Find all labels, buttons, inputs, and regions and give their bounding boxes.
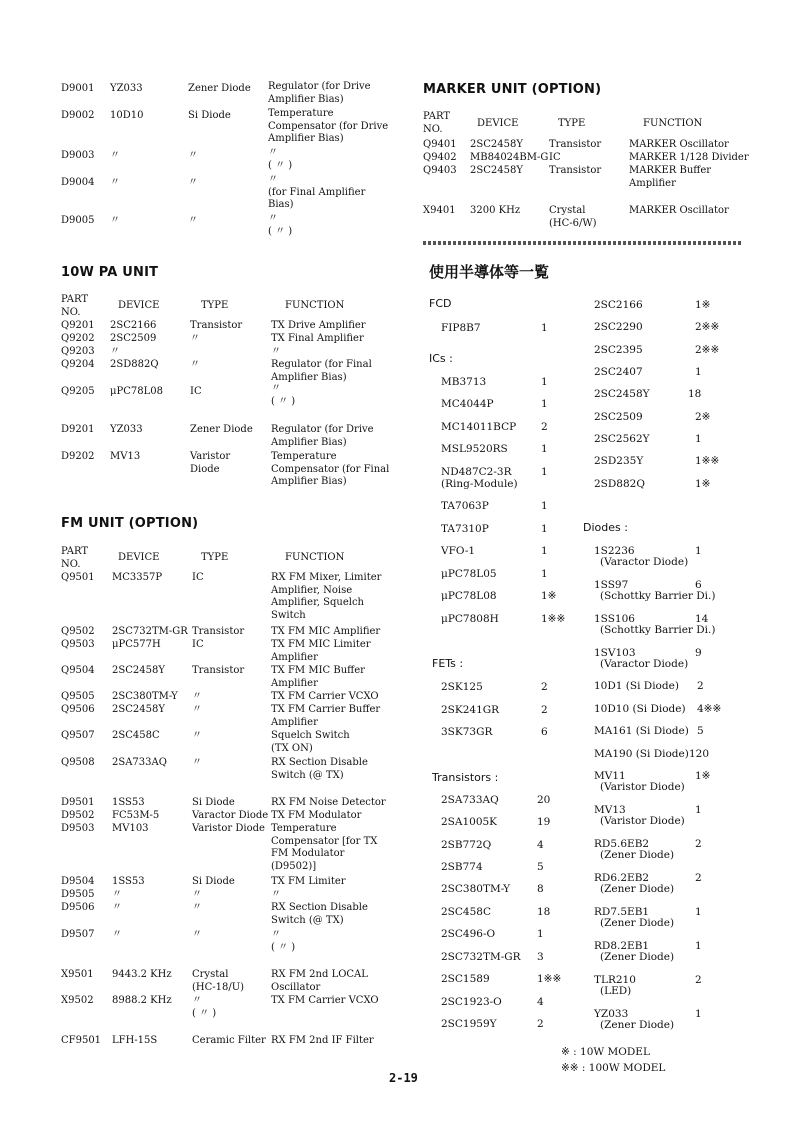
component-qty: 1 bbox=[541, 545, 548, 557]
device-name: 2SD882Q bbox=[110, 359, 159, 370]
component-qty: 4 bbox=[537, 996, 544, 1008]
device-function: Regulator (for Drive Amplifier Bias) bbox=[271, 424, 374, 448]
component-qty: 6 bbox=[695, 579, 702, 591]
column-header: FUNCTION bbox=[643, 118, 703, 129]
device-type: Crystal (HC-6/W) bbox=[549, 205, 597, 229]
device-function: RX FM Mixer, Limiter Amplifier, Noise Amplifier, Squelch Switch bbox=[271, 572, 382, 621]
component-name: 2SC380TM-Y bbox=[441, 883, 511, 895]
device-type: Transistor bbox=[549, 165, 602, 176]
component-subtype: (Varistor Diode) bbox=[600, 781, 685, 793]
device-function: MARKER Oscillator bbox=[629, 139, 729, 150]
component-qty: 20 bbox=[537, 794, 551, 806]
component-name: FIP8B7 bbox=[441, 322, 481, 334]
footnote: ※ : 10W MODEL bbox=[561, 1046, 650, 1058]
device-function: MARKER Buffer Amplifier bbox=[629, 165, 712, 189]
component-name: 2SC732TM-GR bbox=[441, 951, 521, 963]
device-name: 〃 bbox=[112, 929, 122, 940]
component-qty: 2 bbox=[541, 681, 548, 693]
device-type: 〃 bbox=[188, 177, 198, 188]
device-type: 〃 bbox=[192, 730, 202, 741]
component-qty: 18 bbox=[688, 388, 702, 400]
component-name: MB3713 bbox=[441, 376, 487, 388]
component-subtype: (Zener Diode) bbox=[600, 849, 675, 861]
component-qty: 1 bbox=[541, 398, 548, 410]
part-number: Q9205 bbox=[61, 386, 95, 397]
component-name: 2SC1923-O bbox=[441, 996, 502, 1008]
device-type: 〃 bbox=[192, 929, 202, 940]
part-number: D9001 bbox=[61, 83, 95, 94]
device-name: 2SC2458Y bbox=[112, 704, 165, 715]
device-function: RX Section Disable Switch (@ TX) bbox=[271, 902, 368, 926]
part-number: D9004 bbox=[61, 177, 95, 188]
component-name: TA7310P bbox=[441, 523, 489, 535]
component-subtype: (Zener Diode) bbox=[600, 1019, 675, 1031]
device-name: 2SC2166 bbox=[110, 320, 157, 331]
device-name: YZ033 bbox=[110, 83, 143, 94]
component-qty: 5 bbox=[537, 861, 544, 873]
component-name: ND487C2-3R (Ring-Module) bbox=[441, 466, 518, 490]
component-qty: 2 bbox=[541, 704, 548, 716]
component-qty: 2 bbox=[695, 872, 702, 884]
device-name: 2SC732TM-GR bbox=[112, 626, 188, 637]
device-function: TX FM Carrier Buffer Amplifier bbox=[271, 704, 381, 728]
device-name: 〃 bbox=[110, 346, 120, 357]
device-type: Si Diode bbox=[188, 110, 231, 121]
component-name: MC14011BCP bbox=[441, 421, 517, 433]
component-name: 2SD235Y bbox=[594, 455, 644, 467]
device-function: TX FM MIC Amplifier bbox=[271, 626, 381, 637]
component-qty: 1 bbox=[695, 804, 702, 816]
component-qty: 1 bbox=[695, 366, 702, 378]
device-type: 〃 bbox=[188, 150, 198, 161]
device-type: 〃 bbox=[192, 757, 202, 768]
device-type: 〃 bbox=[188, 215, 198, 226]
component-name: 2SC2395 bbox=[594, 344, 643, 356]
part-number: Q9504 bbox=[61, 665, 95, 676]
device-name: 2SA733AQ bbox=[112, 757, 167, 768]
section-title: FM UNIT (OPTION) bbox=[61, 516, 199, 531]
category-label: Diodes : bbox=[583, 521, 628, 534]
device-name: 3200 KHz bbox=[470, 205, 521, 216]
component-name: 2SC1959Y bbox=[441, 1018, 497, 1030]
component-qty: 3 bbox=[537, 951, 544, 963]
component-name: 2SB774 bbox=[441, 861, 483, 873]
column-header: PART NO. bbox=[423, 111, 451, 135]
device-function: TX FM Modulator bbox=[271, 810, 362, 821]
component-name: 2SC458C bbox=[441, 906, 491, 918]
part-number: D9507 bbox=[61, 929, 95, 940]
component-name: RD5.6EB2 bbox=[594, 838, 650, 850]
component-qty: 1※ bbox=[695, 478, 711, 490]
component-name: MSL9520RS bbox=[441, 443, 508, 455]
device-name: μPC577H bbox=[112, 639, 161, 650]
category-label: FCD bbox=[429, 297, 452, 310]
component-name: YZ033 bbox=[594, 1008, 629, 1020]
component-name: μPC7808H bbox=[441, 613, 499, 625]
component-qty: 2 bbox=[695, 974, 702, 986]
component-name: 1SS106 bbox=[594, 613, 635, 625]
component-qty: 6 bbox=[541, 726, 548, 738]
component-name: 2SC2562Y bbox=[594, 433, 650, 445]
part-number: Q9505 bbox=[61, 691, 95, 702]
device-function: MARKER Oscillator bbox=[629, 205, 729, 216]
part-number: CF9501 bbox=[61, 1035, 102, 1046]
device-type: 〃 bbox=[190, 333, 200, 344]
part-number: Q9501 bbox=[61, 572, 95, 583]
component-qty: 1 bbox=[541, 443, 548, 455]
device-type: Si Diode bbox=[192, 797, 235, 808]
component-name: 2SC2407 bbox=[594, 366, 643, 378]
part-number: Q9506 bbox=[61, 704, 95, 715]
component-qty: 9 bbox=[695, 647, 702, 659]
column-header: TYPE bbox=[201, 552, 229, 563]
device-type: Varistor Diode bbox=[190, 451, 231, 475]
page-number: 2-19 bbox=[389, 1071, 418, 1085]
part-number: X9501 bbox=[61, 969, 94, 980]
device-name: MB84024BM-G bbox=[470, 152, 549, 163]
component-name: 2SC496-O bbox=[441, 928, 496, 940]
device-name: μPC78L08 bbox=[110, 386, 163, 397]
component-subtype: (Schottky Barrier Di.) bbox=[600, 590, 716, 602]
part-number: D9202 bbox=[61, 451, 95, 462]
component-subtype: (Zener Diode) bbox=[600, 951, 675, 963]
column-header: TYPE bbox=[558, 118, 586, 129]
device-function: TX Drive Amplifier bbox=[271, 320, 366, 331]
component-name: 2SB772Q bbox=[441, 839, 492, 851]
part-number: D9503 bbox=[61, 823, 95, 834]
component-name: 3SK73GR bbox=[441, 726, 493, 738]
part-number: X9401 bbox=[423, 205, 456, 216]
device-type: 〃 ( 〃 ) bbox=[192, 995, 217, 1019]
column-header: PART NO. bbox=[61, 294, 89, 318]
component-name: 1SV103 bbox=[594, 647, 636, 659]
device-type: Transistor bbox=[190, 320, 243, 331]
component-qty: 1 bbox=[541, 523, 548, 535]
component-qty: 1 bbox=[541, 322, 548, 334]
component-name: TLR210 bbox=[594, 974, 636, 986]
component-qty: 1※※ bbox=[695, 455, 720, 467]
column-header: PART NO. bbox=[61, 546, 89, 570]
column-header: DEVICE bbox=[118, 300, 160, 311]
component-qty: 1 bbox=[537, 928, 544, 940]
component-qty: 2※ bbox=[695, 411, 711, 423]
component-name: 2SA1005K bbox=[441, 816, 498, 828]
device-type: IC bbox=[192, 639, 204, 650]
device-type: Varistor Diode bbox=[192, 823, 265, 834]
component-qty: 5 bbox=[697, 725, 704, 737]
component-subtype: (Schottky Barrier Di.) bbox=[600, 624, 716, 636]
part-number: Q9203 bbox=[61, 346, 95, 357]
part-number: Q9507 bbox=[61, 730, 95, 741]
separator-line bbox=[423, 241, 743, 245]
component-name: 10D1 (Si Diode) bbox=[594, 680, 679, 692]
device-type: Transistor bbox=[192, 665, 245, 676]
device-function: TX FM Carrier VCXO bbox=[271, 691, 379, 702]
component-qty: 2 bbox=[541, 421, 548, 433]
component-qty: 1※ bbox=[695, 770, 711, 782]
device-type: Zener Diode bbox=[188, 83, 251, 94]
column-header: FUNCTION bbox=[285, 300, 345, 311]
component-qty: 19 bbox=[537, 816, 551, 828]
device-name: MV103 bbox=[112, 823, 149, 834]
part-number: D9501 bbox=[61, 797, 95, 808]
device-name: 〃 bbox=[112, 902, 122, 913]
device-function: 〃 ( 〃 ) bbox=[268, 147, 293, 171]
device-type: Transistor bbox=[192, 626, 245, 637]
device-name: 1SS53 〃 bbox=[112, 876, 145, 900]
device-function: RX FM Noise Detector bbox=[271, 797, 386, 808]
device-type: Crystal (HC-18/U) bbox=[192, 969, 245, 993]
component-qty: 8 bbox=[537, 883, 544, 895]
component-name: 1S2236 bbox=[594, 545, 635, 557]
category-label: FETs : bbox=[432, 657, 464, 670]
component-qty: 1※ bbox=[695, 299, 711, 311]
component-subtype: (Varactor Diode) bbox=[600, 658, 689, 670]
device-function: 〃 ( 〃 ) bbox=[271, 383, 296, 407]
component-name: 2SK125 bbox=[441, 681, 483, 693]
device-name: 〃 bbox=[110, 177, 120, 188]
component-qty: 1※ bbox=[541, 590, 557, 602]
device-name: LFH-15S bbox=[112, 1035, 158, 1046]
part-number: D9502 bbox=[61, 810, 95, 821]
category-label: ICs : bbox=[429, 352, 453, 365]
component-name: MV13 bbox=[594, 804, 626, 816]
component-name: 2SA733AQ bbox=[441, 794, 499, 806]
component-subtype: (Zener Diode) bbox=[600, 917, 675, 929]
component-subtype: (Varistor Diode) bbox=[600, 815, 685, 827]
section-title: 10W PA UNIT bbox=[61, 265, 159, 280]
device-name: MV13 bbox=[110, 451, 141, 462]
component-name: 10D10 (Si Diode) bbox=[594, 703, 686, 715]
component-qty: 1 bbox=[541, 466, 548, 478]
component-qty: 1 bbox=[695, 433, 702, 445]
component-name: 1SS97 bbox=[594, 579, 629, 591]
component-name: MA190 (Si Diode) bbox=[594, 748, 689, 760]
component-qty: 14 bbox=[695, 613, 709, 625]
device-type: 〃 bbox=[190, 359, 200, 370]
component-name: 2SC1589 bbox=[441, 973, 490, 985]
component-subtype: (Varactor Diode) bbox=[600, 556, 689, 568]
device-name: YZ033 bbox=[110, 424, 143, 435]
component-qty: 2 bbox=[697, 680, 704, 692]
component-name: MV11 bbox=[594, 770, 626, 782]
device-name: 2SC2458Y bbox=[470, 139, 523, 150]
component-qty: 4 bbox=[537, 839, 544, 851]
part-number: D9506 bbox=[61, 902, 95, 913]
component-subtype: (Zener Diode) bbox=[600, 883, 675, 895]
device-type: IC bbox=[549, 152, 561, 163]
component-qty: 2※※ bbox=[695, 321, 720, 333]
component-name: μPC78L05 bbox=[441, 568, 497, 580]
category-label: Transistors : bbox=[432, 771, 499, 784]
device-name: 9443.2 KHz bbox=[112, 969, 172, 980]
component-qty: 1 bbox=[695, 940, 702, 952]
device-type: 〃 bbox=[192, 704, 202, 715]
component-name: RD6.2EB2 bbox=[594, 872, 650, 884]
footnote: ※※ : 100W MODEL bbox=[561, 1062, 666, 1074]
component-qty: 1 bbox=[541, 568, 548, 580]
component-qty: 2※※ bbox=[695, 344, 720, 356]
part-number: Q9401 bbox=[423, 139, 457, 150]
part-number: Q9403 bbox=[423, 165, 457, 176]
component-qty: 18 bbox=[537, 906, 551, 918]
column-header: DEVICE bbox=[477, 118, 519, 129]
component-subtype: (LED) bbox=[600, 985, 632, 997]
part-number: D9005 bbox=[61, 215, 95, 226]
device-type: Transistor bbox=[549, 139, 602, 150]
device-type: 〃 bbox=[192, 902, 202, 913]
device-function: 〃 ( 〃 ) bbox=[268, 213, 293, 237]
component-qty: 1 bbox=[695, 1008, 702, 1020]
device-name: 〃 bbox=[110, 215, 120, 226]
component-name: RD7.5EB1 bbox=[594, 906, 650, 918]
component-name: 2SC2290 bbox=[594, 321, 643, 333]
part-number: Q9502 bbox=[61, 626, 95, 637]
component-qty: 2 bbox=[695, 838, 702, 850]
device-function: TX Final Amplifier bbox=[271, 333, 364, 344]
component-name: 2SC2166 bbox=[594, 299, 643, 311]
component-qty: 120 bbox=[689, 748, 710, 760]
device-name: 1SS53 bbox=[112, 797, 145, 808]
part-number: D9002 bbox=[61, 110, 95, 121]
device-type: 〃 bbox=[192, 691, 202, 702]
part-number: D9504 D9505 bbox=[61, 876, 95, 900]
component-name: 2SD882Q bbox=[594, 478, 645, 490]
component-name: 2SC2458Y bbox=[594, 388, 650, 400]
device-function: RX FM 2nd LOCAL Oscillator bbox=[271, 969, 368, 993]
component-name: 2SC2509 bbox=[594, 411, 643, 423]
device-type: Varactor Diode bbox=[192, 810, 269, 821]
part-number: Q9201 bbox=[61, 320, 95, 331]
component-name: TA7063P bbox=[441, 500, 489, 512]
device-function: Squelch Switch (TX ON) bbox=[271, 730, 350, 754]
device-function: 〃 ( 〃 ) bbox=[271, 929, 296, 953]
device-type: IC bbox=[190, 386, 202, 397]
device-type: Si Diode 〃 bbox=[192, 876, 235, 900]
device-function: TX FM Carrier VCXO bbox=[271, 995, 379, 1006]
component-name: MC4044P bbox=[441, 398, 494, 410]
component-name: 2SK241GR bbox=[441, 704, 500, 716]
device-name: FC53M-5 bbox=[112, 810, 160, 821]
device-function: Regulator (for Drive Amplifier Bias) bbox=[268, 81, 371, 105]
device-function: 〃 (for Final Amplifier Bias) bbox=[268, 174, 366, 210]
device-type: Ceramic Filter bbox=[192, 1035, 266, 1046]
column-header: FUNCTION bbox=[285, 552, 345, 563]
device-function: TX FM Limiter 〃 bbox=[271, 876, 346, 900]
device-function: MARKER 1/128 Divider bbox=[629, 152, 749, 163]
column-header: DEVICE bbox=[118, 552, 160, 563]
device-name: 2SC380TM-Y bbox=[112, 691, 178, 702]
section-title: 使用半導体等一覧 bbox=[429, 263, 550, 281]
device-function: Temperature Compensator [for TX FM Modulator (D9502)] bbox=[271, 823, 378, 872]
column-header: TYPE bbox=[201, 300, 229, 311]
device-function: Regulator (for Final Amplifier Bias) bbox=[271, 359, 372, 383]
device-name: MC3357P bbox=[112, 572, 163, 583]
part-number: X9502 bbox=[61, 995, 94, 1006]
device-function: TX FM MIC Limiter Amplifier bbox=[271, 639, 371, 663]
part-number: Q9503 bbox=[61, 639, 95, 650]
part-number: D9201 bbox=[61, 424, 95, 435]
device-name: 10D10 bbox=[110, 110, 144, 121]
component-qty: 1 bbox=[541, 376, 548, 388]
component-name: μPC78L08 bbox=[441, 590, 497, 602]
component-name: MA161 (Si Diode) bbox=[594, 725, 689, 737]
component-qty: 4※※ bbox=[697, 703, 722, 715]
component-qty: 2 bbox=[537, 1018, 544, 1030]
component-name: VFO-1 bbox=[441, 545, 476, 557]
device-name: 8988.2 KHz bbox=[112, 995, 172, 1006]
component-qty: 1※※ bbox=[537, 973, 562, 985]
device-name: 〃 bbox=[110, 150, 120, 161]
device-name: 2SC2509 bbox=[110, 333, 157, 344]
section-title: MARKER UNIT (OPTION) bbox=[423, 82, 602, 97]
device-function: TX FM MIC Buffer Amplifier bbox=[271, 665, 365, 689]
component-qty: 1 bbox=[695, 545, 702, 557]
component-name: RD8.2EB1 bbox=[594, 940, 650, 952]
component-qty: 1 bbox=[541, 500, 548, 512]
device-type: IC bbox=[192, 572, 204, 583]
device-name: 2SC458C bbox=[112, 730, 160, 741]
part-number: Q9508 bbox=[61, 757, 95, 768]
device-type: Zener Diode bbox=[190, 424, 253, 435]
component-qty: 1 bbox=[695, 906, 702, 918]
device-function: Temperature Compensator (for Drive Amplifier Bias) bbox=[268, 108, 389, 144]
part-number: Q9202 bbox=[61, 333, 95, 344]
part-number: Q9402 bbox=[423, 152, 457, 163]
part-number: D9003 bbox=[61, 150, 95, 161]
device-name: 2SC2458Y bbox=[470, 165, 523, 176]
part-number: Q9204 bbox=[61, 359, 95, 370]
device-function: Temperature Compensator (for Final Amplifier Bias) bbox=[271, 451, 390, 487]
device-function: RX Section Disable Switch (@ TX) bbox=[271, 757, 368, 781]
device-function: 〃 bbox=[271, 346, 281, 357]
device-name: 2SC2458Y bbox=[112, 665, 165, 676]
device-function: RX FM 2nd IF Filter bbox=[271, 1035, 374, 1046]
component-qty: 1※※ bbox=[541, 613, 566, 625]
